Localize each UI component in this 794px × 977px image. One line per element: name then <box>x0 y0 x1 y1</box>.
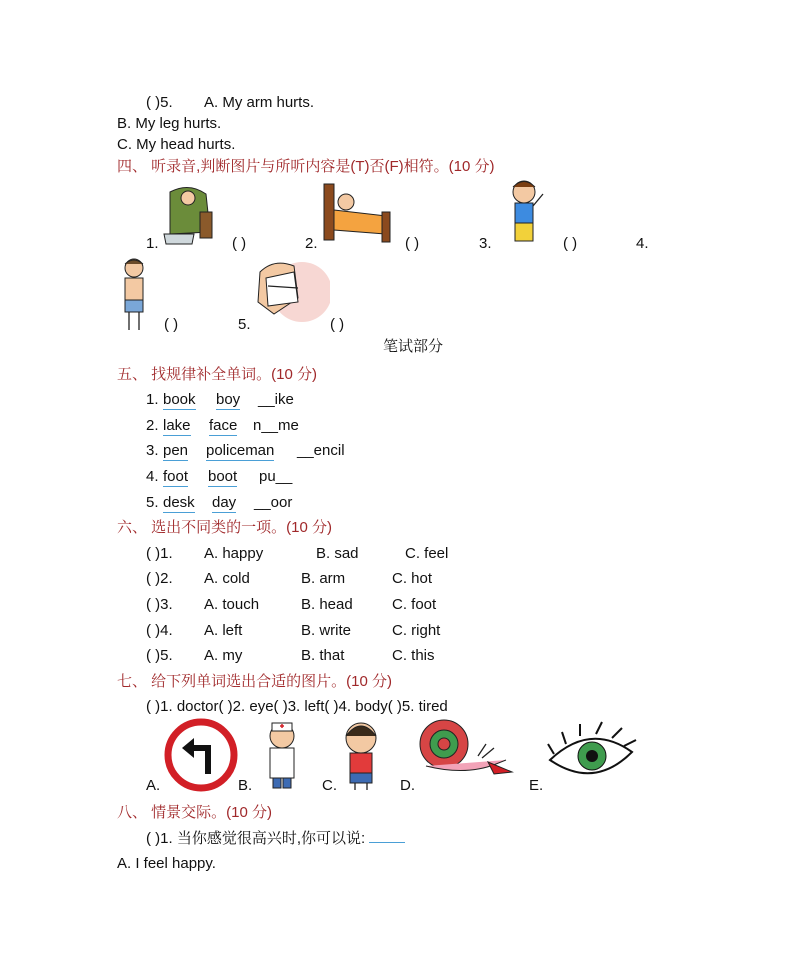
s5-num-2: 2. <box>146 417 159 434</box>
s6-q3[interactable]: ( )3. <box>146 596 173 613</box>
s5-word-2b: face <box>209 417 238 434</box>
section8-heading: 八、 情景交际。(10 分) <box>117 804 273 821</box>
s6-q5[interactable]: ( )5. <box>146 647 173 664</box>
s6-q3-a: A. touch <box>204 596 260 613</box>
sick-person-blanket-picture <box>160 182 218 248</box>
s7-question-line[interactable]: ( )1. doctor( )2. eye( )3. left( )4. body( )5. tired <box>146 698 448 715</box>
s5-num-3: 3. <box>146 442 159 459</box>
s4-answer-2[interactable]: ( ) <box>405 235 420 252</box>
s4-num-4: 4. <box>636 235 649 252</box>
s5-blank-4[interactable]: pu__ <box>259 468 293 485</box>
s4-answer-4[interactable]: ( ) <box>164 316 179 333</box>
s5-word-4a: foot <box>163 468 189 485</box>
s5-word-3b: policeman <box>206 442 275 459</box>
s5-word-1a: book <box>163 391 196 408</box>
turn-left-sign-picture <box>164 718 238 792</box>
s5-num-4: 4. <box>146 468 159 485</box>
q5-number: ( )5. <box>146 94 173 111</box>
s5-word-1b: boy <box>216 391 241 408</box>
s6-q2-b: B. arm <box>301 570 346 587</box>
section7-heading: 七、 给下列单词选出合适的图片。(10 分) <box>117 673 393 690</box>
s4-answer-5[interactable]: ( ) <box>330 316 345 333</box>
arm-in-sling-picture <box>254 258 330 324</box>
s5-blank-5[interactable]: __oor <box>254 494 293 511</box>
doctor-picture <box>258 720 306 790</box>
s7-label-e: E. <box>529 777 544 794</box>
s5-word-5a: desk <box>163 494 195 511</box>
s6-q1-a: A. happy <box>204 545 264 562</box>
s7-label-b: B. <box>238 777 253 794</box>
s4-num-3: 3. <box>479 235 492 252</box>
s7-label-c: C. <box>322 777 337 794</box>
s7-label-d: D. <box>400 777 415 794</box>
s6-q2-a: A. cold <box>204 570 250 587</box>
s6-q1[interactable]: ( )1. <box>146 545 173 562</box>
written-part-title: 笔试部分 <box>383 338 444 355</box>
s8-answer-blank[interactable] <box>369 842 405 843</box>
section6-heading: 六、 选出不同类的一项。(10 分) <box>117 519 333 536</box>
section4-heading: 四、 听录音,判断图片与所听内容是(T)否(F)相符。(10 分) <box>117 158 495 175</box>
s6-q4[interactable]: ( )4. <box>146 622 173 639</box>
s5-word-3a: pen <box>163 442 189 459</box>
s4-num-2: 2. <box>305 235 318 252</box>
s4-num-1: 1. <box>146 235 159 252</box>
s5-blank-2[interactable]: n__me <box>253 417 299 434</box>
s5-num-1: 1. <box>146 391 159 408</box>
waving-boy-picture <box>503 178 545 248</box>
eye-picture <box>544 718 638 790</box>
person-in-bed-picture <box>320 176 392 248</box>
s6-q5-a: A. my <box>204 647 243 664</box>
q5-option-b: B. My leg hurts. <box>117 115 222 132</box>
s5-word-4b: boot <box>208 468 238 485</box>
s6-q3-b: B. head <box>301 596 353 613</box>
s6-q5-c: C. this <box>392 647 435 664</box>
s5-blank-3[interactable]: __encil <box>297 442 345 459</box>
s6-q4-c: C. right <box>392 622 441 639</box>
s6-q4-b: B. write <box>301 622 352 639</box>
s4-answer-1[interactable]: ( ) <box>232 235 247 252</box>
s6-q5-b: B. that <box>301 647 345 664</box>
s6-q1-b: B. sad <box>316 545 359 562</box>
tired-snail-picture <box>416 716 516 782</box>
s6-q3-c: C. foot <box>392 596 437 613</box>
s5-word-5b: day <box>212 494 237 511</box>
s5-num-5: 5. <box>146 494 159 511</box>
s5-word-2a: lake <box>163 417 191 434</box>
child-body-picture <box>338 718 384 792</box>
s5-blank-1[interactable]: __ike <box>258 391 294 408</box>
s6-q1-c: C. feel <box>405 545 449 562</box>
s6-q2[interactable]: ( )2. <box>146 570 173 587</box>
s7-label-a: A. <box>146 777 161 794</box>
section5-heading: 五、 找规律补全单词。(10 分) <box>117 366 318 383</box>
s6-q2-c: C. hot <box>392 570 433 587</box>
q5-option-a: A. My arm hurts. <box>204 94 315 111</box>
q5-option-c: C. My head hurts. <box>117 136 236 153</box>
s4-answer-3[interactable]: ( ) <box>563 235 578 252</box>
s8-option-a: A. I feel happy. <box>117 855 216 872</box>
s4-num-5: 5. <box>238 316 251 333</box>
s6-q4-a: A. left <box>204 622 243 639</box>
stomachache-boy-picture <box>117 256 151 332</box>
s8-question-1[interactable]: ( )1. 当你感觉很高兴时,你可以说: <box>146 830 405 848</box>
